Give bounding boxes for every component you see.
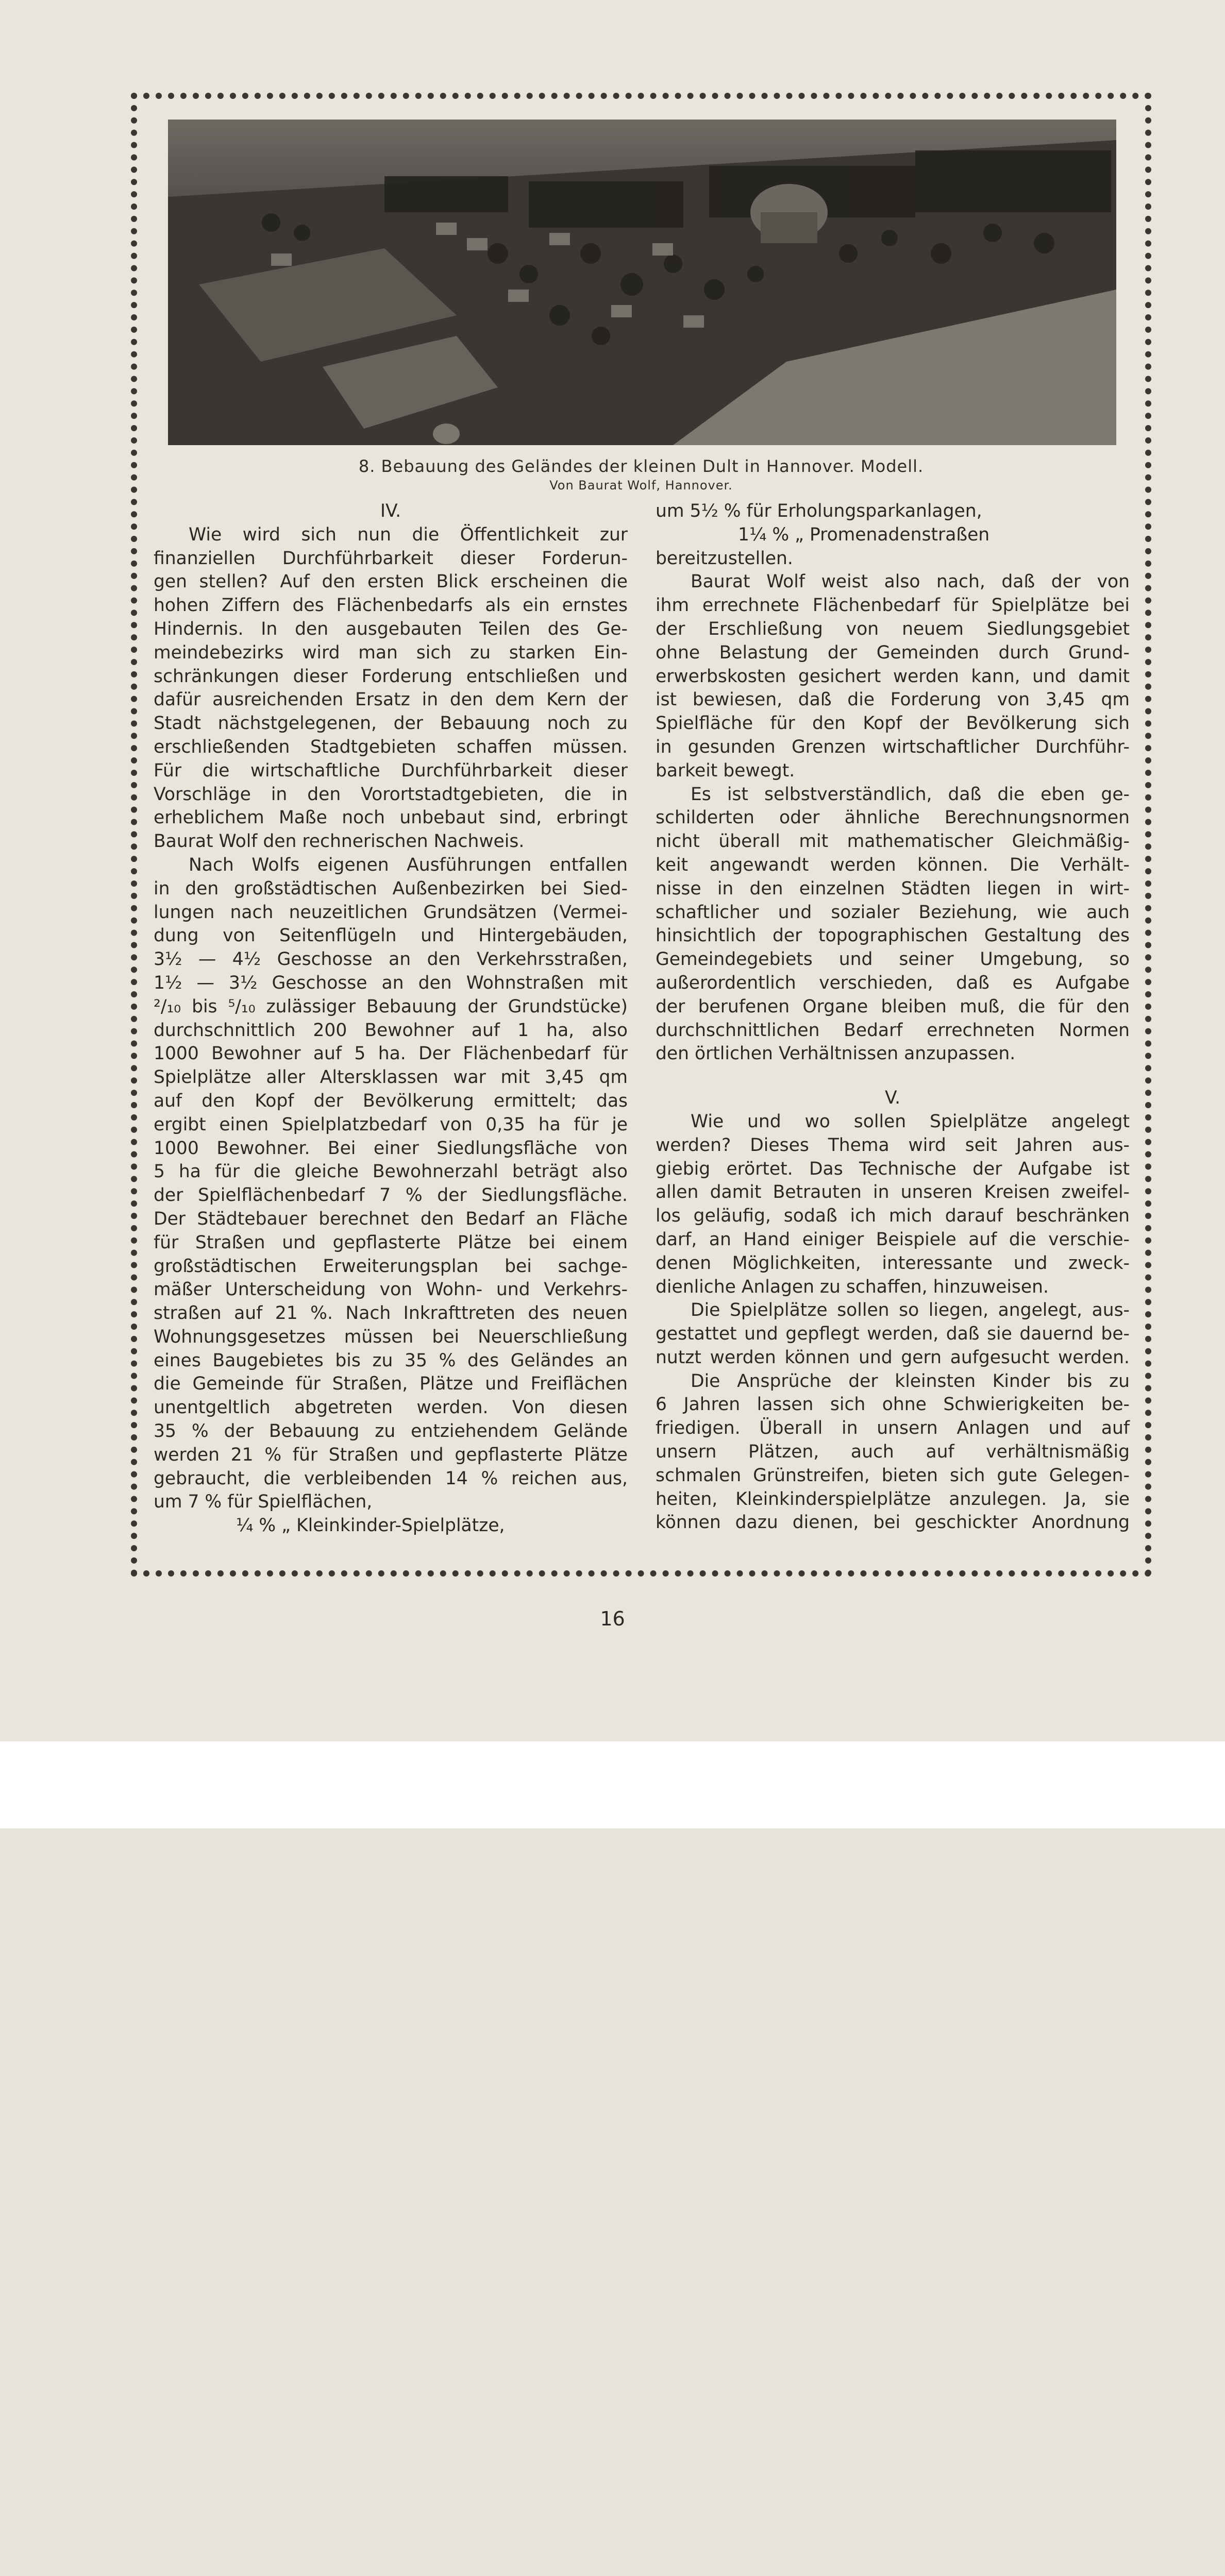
right-column-line: schilderten oder ähnliche Berechnungsnormen [656,807,1130,828]
left-column-line: 35 % der Bebauung zu entziehendem Gelände [154,1421,628,1442]
right-column-line: keit angewandt werden können. Die Verhält- [656,854,1130,875]
right-column-line: ohne Belastung der Gemeinden durch Grund- [656,642,1130,663]
left-column-line: meindebezirks wird man sich zu starken Ein- [154,642,628,663]
left-column-line: hohen Ziffern des Flächenbedarfs als ein ernstes [154,595,628,616]
library-footer [0,1741,1225,1828]
left-column-line: gen stellen? Auf den ersten Blick erscheinen die [154,571,628,592]
left-column-line: eines Baugebietes bis zu 35 % des Geländes an [154,1350,628,1371]
left-column-line: IV. [380,501,401,521]
left-column-line: straßen auf 21 %. Nach Inkrafttreten des neuen [154,1303,628,1324]
right-column-line: Die Ansprüche der kleinsten Kinder bis zu [691,1370,1130,1392]
right-column-line: der Erschließung von neuem Siedlungsgebiet [656,618,1130,639]
left-column-line: Nach Wolfs eigenen Ausführungen entfallen [189,854,628,875]
right-column-line: in gesunden Grenzen wirtschaftlicher Durchführ- [656,736,1130,757]
left-column-line: ergibt einen Spielplatzbedarf von 0,35 ha für je [154,1114,628,1135]
left-column-line: Hindernis. In den ausgebauten Teilen des Ge- [154,618,628,639]
right-column-line: friedigen. Überall in unsern Anlagen und auf [656,1418,1130,1439]
model-photograph [168,120,1116,445]
left-text-column [154,500,628,1538]
left-column-line: dafür ausreichenden Ersatz in den dem Kern der [154,689,628,710]
left-column-line: für Straßen und gepflasterte Plätze bei einem [154,1232,628,1253]
right-column-line: darf, an Hand einiger Beispiele auf die verschie- [656,1229,1130,1250]
right-column-line: schmalen Grünstreifen, bieten sich gute Gelegen- [656,1465,1130,1486]
figure-credit: Von Baurat Wolf, Hannover. [549,478,733,493]
right-column-line: um 5½ % für Erholungsparkanlagen, [656,501,982,521]
left-column-line: durchschnittlich 200 Bewohner auf 1 ha, also [154,1020,628,1041]
right-column-line: Baurat Wolf weist also nach, daß der von [691,571,1130,592]
left-column-line: Wohnungsgesetzes müssen bei Neuerschließung [154,1326,628,1347]
left-column-line: der Spielflächenbedarf 7 % der Siedlungsfläche. [154,1185,628,1206]
left-column-line: 1000 Bewohner. Bei einer Siedlungsfläche von [154,1138,628,1159]
left-column-line: Vorschläge in den Vorortstadtgebieten, die in [154,784,628,805]
right-column-line: der berufenen Organe bleiben muß, die für den [656,996,1130,1017]
right-column-line: Wie und wo sollen Spielplätze angelegt [691,1111,1130,1132]
left-column-line: in den großstädtischen Außenbezirken bei Sied- [154,878,628,899]
right-column-line: V. [884,1088,901,1109]
left-column-line: Für die wirtschaftliche Durchführbarkeit dieser [154,760,628,781]
left-column-line: Wie wird sich nun die Öffentlichkeit zur [189,524,628,545]
right-column-line: nicht überall mit mathematischer Gleichmäßig- [656,831,1130,852]
right-column-line: ist bewiesen, daß die Forderung von 3,45 qm [656,689,1130,710]
right-column-line: außerordentlich verschieden, daß es Aufgabe [656,972,1130,993]
right-column-line: bereitzustellen. [656,548,793,569]
left-column-line: finanziellen Durchführbarkeit dieser Forderun- [154,548,628,569]
left-column-line: 5 ha für die gleiche Bewohnerzahl beträgt also [154,1161,628,1182]
left-column-line: 1½ — 3½ Geschosse an den Wohnstraßen mit [154,972,628,993]
right-column-line: Spielfläche für den Kopf der Bevölkerung sich [656,713,1130,734]
left-column-line: erschließenden Stadtgebieten schaffen müssen. [154,736,628,757]
left-column-line: dung von Seitenflügeln und Hintergebäuden, [154,925,628,946]
right-column-line: Die Spielplätze sollen so liegen, angelegt, aus- [691,1300,1130,1321]
right-column-line: können dazu dienen, bei geschickter Anordnung [656,1512,1130,1533]
right-column-line: unsern Plätzen, auch auf verhältnismäßig [656,1442,1130,1463]
left-column-line: lungen nach neuzeitlichen Grundsätzen (Vermei- [154,902,628,923]
left-column-line: Baurat Wolf den rechnerischen Nachweis. [154,831,525,852]
right-column-line: 1¼ % „ Promenadenstraßen [738,524,990,545]
right-column-line: allen damit Betrauten in unseren Kreisen zweifel- [656,1182,1130,1203]
left-column-line: gebraucht, die verbleibenden 14 % reichen aus, [154,1468,628,1489]
right-column-line: dienliche Anlagen zu schaffen, hinzuweisen. [656,1276,1049,1297]
right-column-line: Es ist selbstverständlich, daß die eben ge- [691,784,1130,805]
model-photograph-image [168,120,1116,445]
left-column-line: Stadt nächstgelegenen, der Bebauung noch zu [154,713,628,734]
left-column-line: unentgeltlich abgetreten werden. Von diesen [154,1397,628,1418]
left-column-line: erheblichem Maße noch unbebaut sind, erbringt [154,807,628,828]
right-column-line: los geläufig, sodaß ich mich darauf beschränken [656,1206,1130,1227]
right-column-line: werden? Dieses Thema wird seit Jahren aus- [656,1134,1130,1156]
left-column-line: um 7 % für Spielflächen, [154,1492,373,1513]
right-column-line: denen Möglichkeiten, interessante und zweck- [656,1252,1130,1274]
page-number: 16 [600,1607,625,1630]
right-column-line: den örtlichen Verhältnissen anzupassen. [656,1043,1016,1064]
left-column-line: die Gemeinde für Straßen, Plätze und Freiflächen [154,1374,628,1395]
left-column-line: Spielplätze aller Altersklassen war mit 3,45 qm [154,1067,628,1088]
right-column-line: gestattet und gepflegt werden, daß sie dauernd be- [656,1324,1130,1345]
left-column-line: Der Städtebauer berechnet den Bedarf an Fläche [154,1208,628,1229]
figure-caption: 8. Bebauung des Geländes der kleinen Dult in Hannover. Modell. [358,456,924,476]
right-column-line: schaftlicher und sozialer Beziehung, wie auch [656,902,1130,923]
right-column-line: nisse in den einzelnen Städten liegen in wirt- [656,878,1130,899]
right-column-line: erwerbskosten gesichert werden kann, und damit [656,666,1130,687]
left-column-line: ¼ % „ Kleinkinder-Spielplätze, [236,1515,505,1536]
left-column-line: 1000 Bewohner auf 5 ha. Der Flächenbedarf für [154,1043,628,1064]
left-column-line: mäßer Unterscheidung von Wohn- und Verkehrs- [154,1279,628,1300]
left-column-line: großstädtischen Erweiterungsplan bei sachge- [154,1256,628,1277]
left-column-line: schränkungen dieser Forderung entschließen und [154,666,628,687]
left-column-line: ²/₁₀ bis ⁵/₁₀ zulässiger Bebauung der Grundstücke) [154,996,628,1017]
right-column-line: nutzt werden können und gern aufgesucht werden. [656,1347,1130,1368]
right-column-line: 6 Jahren lassen sich ohne Schwierigkeiten be- [656,1394,1130,1415]
left-column-line: auf den Kopf der Bevölkerung ermittelt; das [154,1090,628,1111]
right-column-line: durchschnittlichen Bedarf errechneten Normen [656,1020,1130,1041]
right-column-line: ihm errechnete Flächenbedarf für Spielplätze bei [656,595,1130,616]
right-column-line: hinsichtlich der topographischen Gestaltung des [656,925,1130,946]
right-column-line: barkeit bewegt. [656,760,795,781]
right-column-line: giebig erörtet. Das Technische der Aufgabe ist [656,1158,1130,1179]
right-column-line [656,1066,1130,1087]
left-column-line: 3½ — 4½ Geschosse an den Verkehrsstraßen, [154,949,628,970]
right-column-line: Gemeindegebiets und seiner Umgebung, so [656,949,1130,970]
right-column-line: heiten, Kleinkinderspielplätze anzulegen. Ja, sie [656,1488,1130,1510]
right-text-column [656,500,1130,1535]
left-column-line: werden 21 % für Straßen und gepflasterte Plätze [154,1444,628,1465]
